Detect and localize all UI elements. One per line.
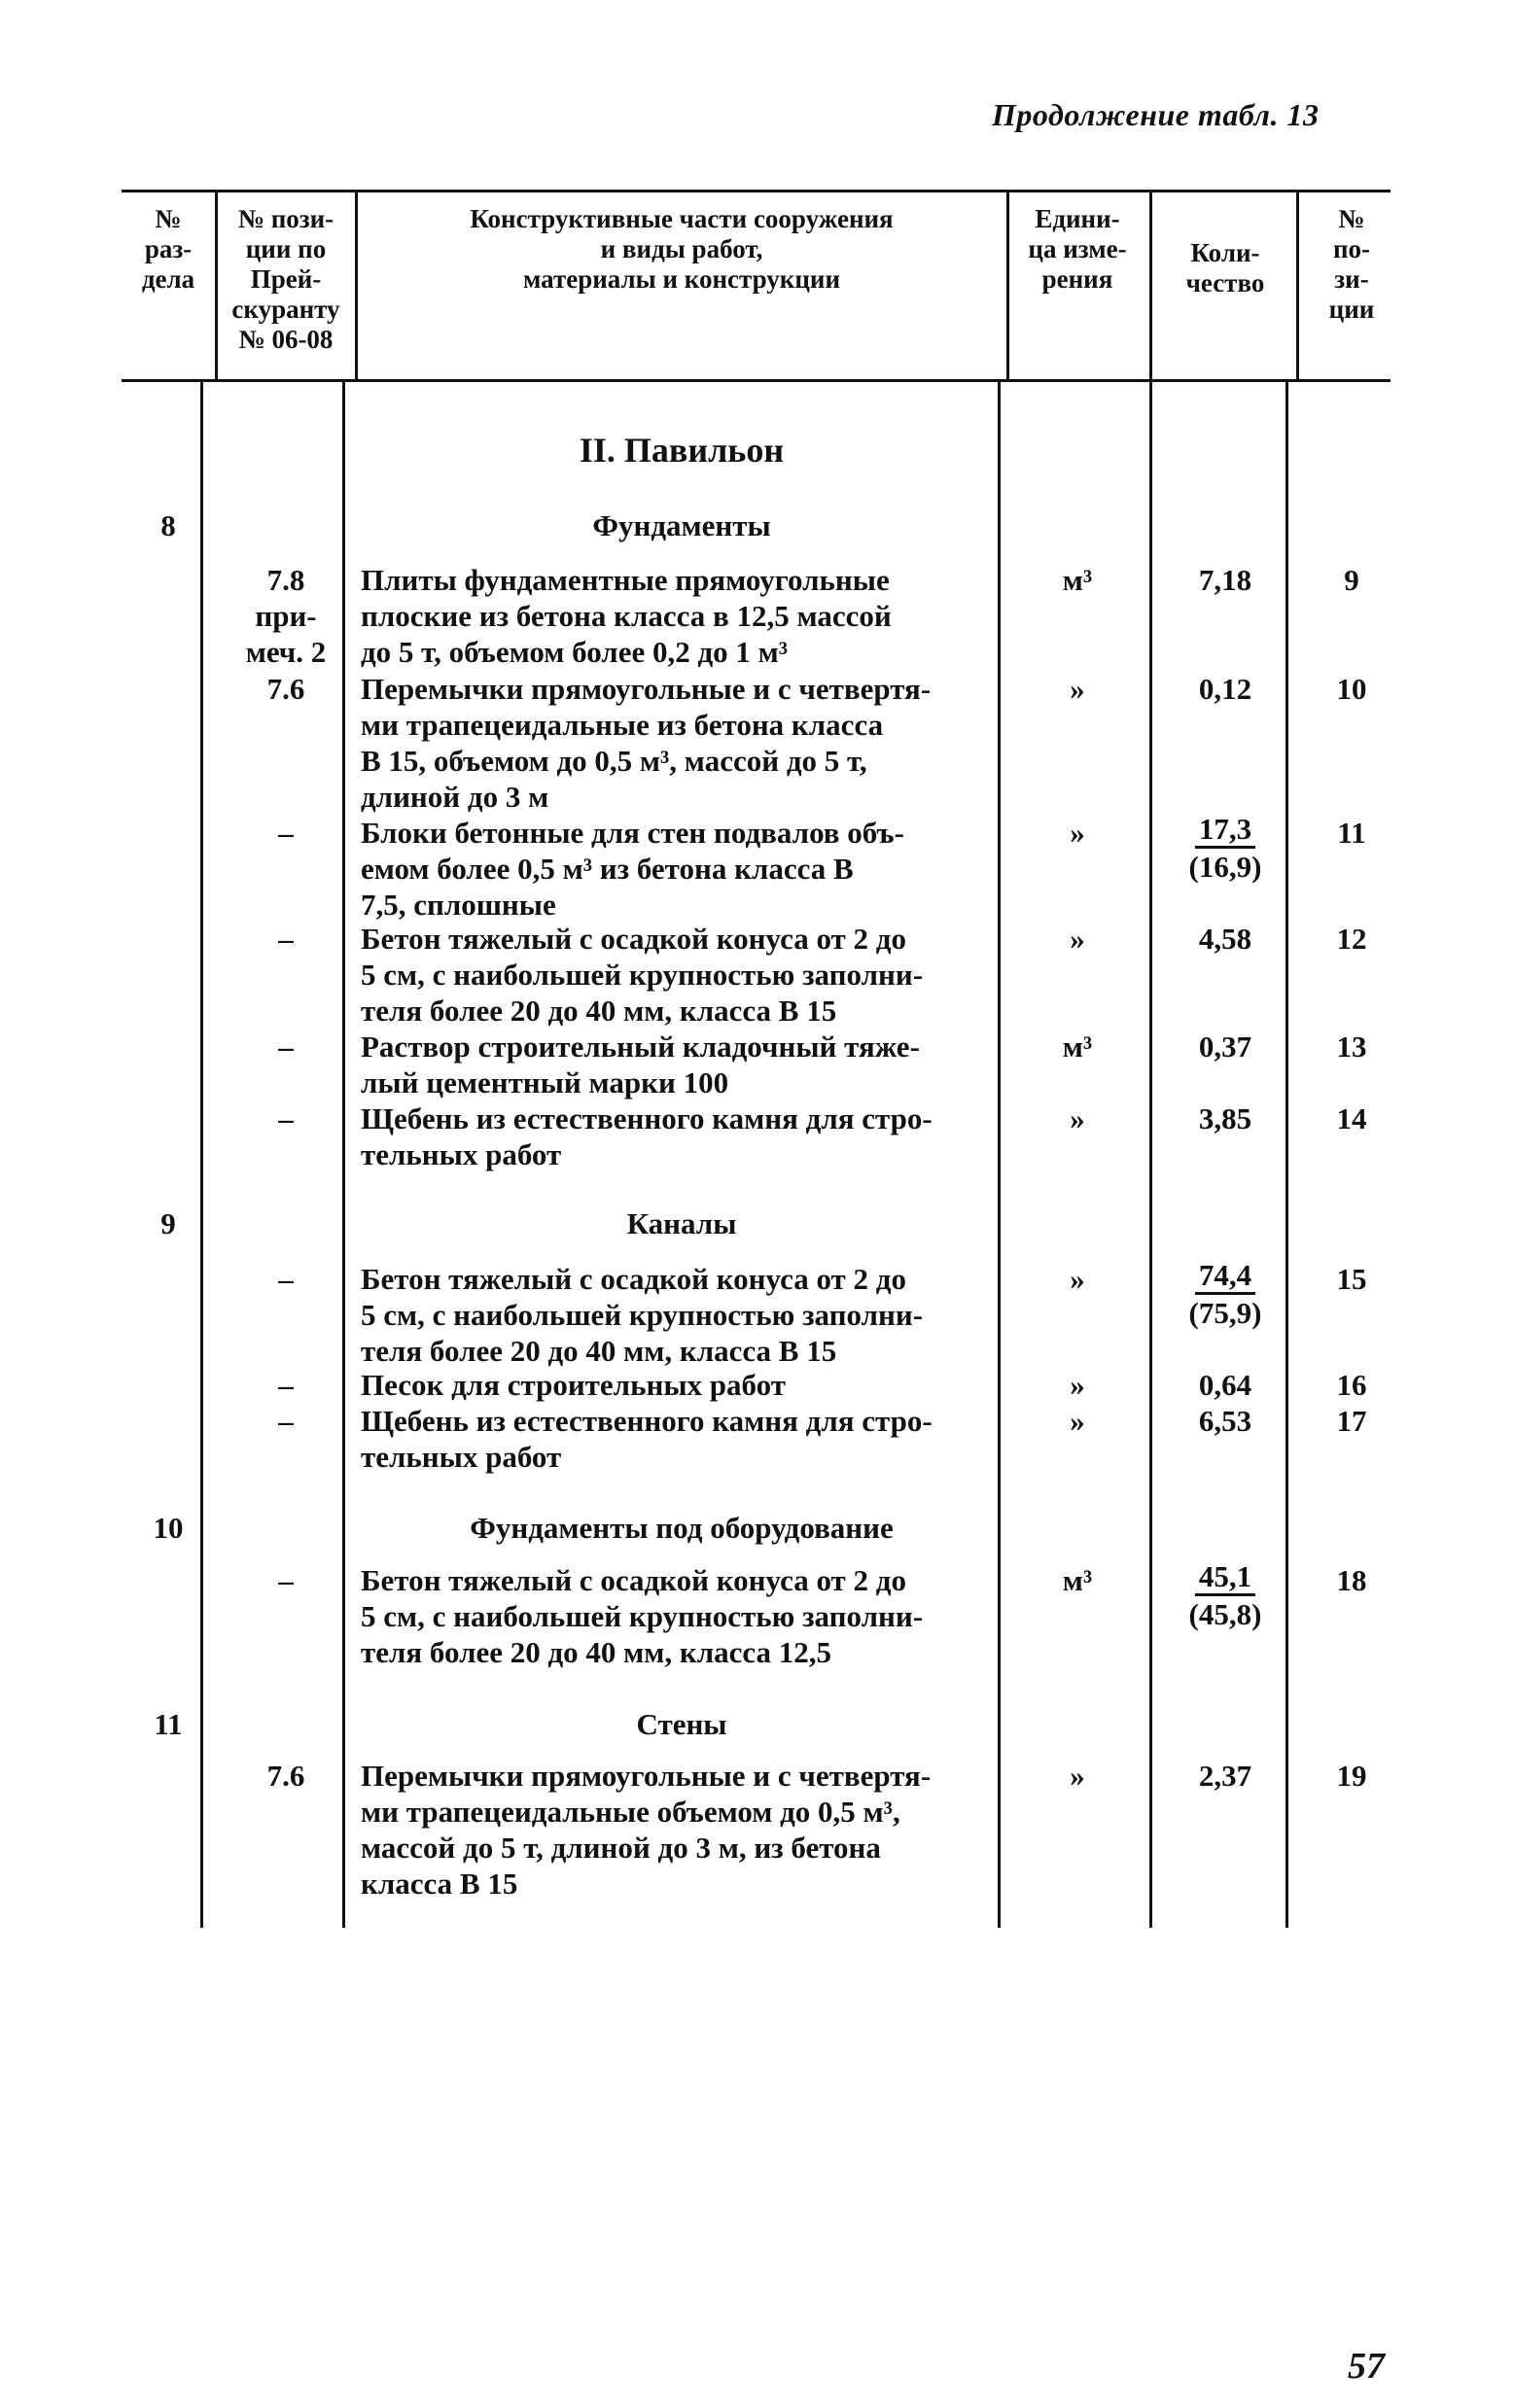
row-position-number: 19 bbox=[1336, 1759, 1367, 1793]
row-price-position: – bbox=[278, 1262, 294, 1296]
row-quantity-fraction bbox=[1152, 1257, 1298, 1332]
group-title: Стены bbox=[636, 1707, 727, 1741]
row-position-number: 17 bbox=[1336, 1404, 1367, 1438]
row-unit: » bbox=[1070, 1759, 1085, 1793]
row-position-number: 10 bbox=[1336, 672, 1367, 706]
row-price-position: – bbox=[278, 1563, 294, 1597]
row-quantity: 0,64 bbox=[1198, 1368, 1252, 1402]
row-price-position: 7.6 bbox=[266, 672, 305, 706]
row-description: Песок для строительных работ bbox=[361, 1368, 786, 1402]
group-number: 10 bbox=[153, 1511, 184, 1545]
row-quantity: 17,3 bbox=[1195, 813, 1255, 849]
header-price-position: № пози- ции по Прей- скуранту № 06-08 bbox=[231, 204, 340, 354]
row-position-number: 12 bbox=[1336, 922, 1367, 956]
row-position-number: 13 bbox=[1336, 1030, 1367, 1064]
body-divider-4 bbox=[1149, 382, 1152, 1928]
row-description: Бетон тяжелый с осадкой конуса от 2 до 5 см, с наибольшей крупностью заполни- теля более 20 до 40 мм, класса 12,5 bbox=[361, 1563, 924, 1669]
group-title: Фундаменты под оборудование bbox=[470, 1511, 894, 1545]
row-unit: м³ bbox=[1062, 1563, 1093, 1597]
row-price-position: – bbox=[278, 1404, 294, 1438]
group-number: 11 bbox=[154, 1707, 183, 1741]
row-description: Щебень из естественного камня для стро- тельных работ bbox=[361, 1404, 933, 1474]
row-quantity: 74,4 bbox=[1195, 1259, 1255, 1295]
row-quantity: 7,18 bbox=[1198, 563, 1252, 597]
row-description: Щебень из естественного камня для стро- тельных работ bbox=[361, 1101, 933, 1171]
row-unit: » bbox=[1070, 816, 1085, 850]
row-quantity: 45,1 bbox=[1195, 1560, 1255, 1596]
group-number: 8 bbox=[160, 508, 176, 542]
row-price-position: – bbox=[278, 1368, 294, 1402]
header-section-no: № раз- дела bbox=[141, 204, 195, 294]
header-description: Конструктивные части сооружения и виды работ, материалы и конструкции bbox=[470, 204, 894, 294]
row-unit: » bbox=[1070, 1404, 1085, 1438]
row-unit: » bbox=[1070, 672, 1085, 706]
row-description: Перемычки прямоугольные и с четвертя- ми трапецеидальные из бетона класса В 15, объемом до 0,5 м³, массой до 5 т, длиной до 3 м bbox=[361, 672, 932, 814]
row-quantity-alt: (45,8) bbox=[1188, 1597, 1262, 1631]
header-bottom-rule bbox=[122, 379, 1391, 382]
header-unit: Едини- ца изме- рения bbox=[1028, 204, 1127, 294]
row-quantity-alt: (16,9) bbox=[1188, 850, 1262, 884]
row-quantity: 0,12 bbox=[1198, 672, 1252, 706]
group-title: Фундаменты bbox=[592, 508, 771, 542]
page-number: 57 bbox=[1348, 2346, 1385, 2387]
row-position-number: 15 bbox=[1336, 1262, 1367, 1296]
row-description: Перемычки прямоугольные и с четвертя- ми трапецеидальные объемом до 0,5 м³, массой до 5 т, длиной до 3 м, из бетона класса В 15 bbox=[361, 1759, 932, 1901]
row-price-position: – bbox=[278, 1101, 294, 1135]
table-top-rule bbox=[122, 190, 1391, 192]
group-title: Каналы bbox=[626, 1206, 737, 1240]
row-position-number: 9 bbox=[1344, 563, 1359, 597]
row-description: Плиты фундаментные прямоугольные плоские из бетона класса в 12,5 массой до 5 т, объемом более 0,2 до 1 м³ bbox=[361, 563, 892, 669]
row-position-number: 18 bbox=[1336, 1563, 1367, 1597]
section-title: II. Павильон bbox=[579, 431, 785, 470]
row-price-position: – bbox=[278, 1030, 294, 1064]
row-price-position: 7.6 bbox=[266, 1759, 305, 1793]
row-quantity: 4,58 bbox=[1198, 922, 1252, 956]
row-quantity: 2,37 bbox=[1198, 1759, 1252, 1793]
row-position-number: 14 bbox=[1336, 1101, 1367, 1135]
row-quantity: 3,85 bbox=[1198, 1101, 1252, 1135]
continuation-label: Продолжение табл. 13 bbox=[992, 97, 1320, 132]
row-description: Бетон тяжелый с осадкой конуса от 2 до 5 см, с наибольшей крупностью заполни- теля более 20 до 40 мм, класса В 15 bbox=[361, 922, 924, 1028]
row-quantity-fraction bbox=[1152, 1558, 1298, 1633]
row-price-position: – bbox=[278, 922, 294, 956]
row-unit: м³ bbox=[1062, 563, 1093, 597]
row-description: Блоки бетонные для стен подвалов объ- емом более 0,5 м³ из бетона класса В 7,5, сплошные bbox=[361, 816, 904, 922]
row-unit: » bbox=[1070, 1368, 1085, 1402]
header-divider-2 bbox=[355, 190, 358, 382]
row-position-number: 11 bbox=[1337, 816, 1366, 850]
body-divider-5 bbox=[1285, 382, 1288, 1928]
row-price-position: 7.8 при- меч. 2 bbox=[245, 563, 327, 669]
header-quantity: Коли- чество bbox=[1185, 238, 1265, 297]
row-quantity-fraction bbox=[1152, 811, 1298, 886]
row-description: Бетон тяжелый с осадкой конуса от 2 до 5 см, с наибольшей крупностью заполни- теля более 20 до 40 мм, класса В 15 bbox=[361, 1262, 924, 1368]
row-quantity-alt: (75,9) bbox=[1188, 1296, 1262, 1330]
row-price-position: – bbox=[278, 816, 294, 850]
row-unit: » bbox=[1070, 1262, 1085, 1296]
header-position-no: № по- зи- ции bbox=[1328, 204, 1375, 324]
row-quantity: 6,53 bbox=[1198, 1404, 1252, 1438]
row-unit: » bbox=[1070, 1101, 1085, 1135]
row-description: Раствор строительный кладочный тяже- лый цементный марки 100 bbox=[361, 1030, 920, 1099]
body-divider-1 bbox=[200, 382, 203, 1928]
row-quantity: 0,37 bbox=[1198, 1030, 1252, 1064]
group-number: 9 bbox=[160, 1206, 176, 1240]
row-unit: м³ bbox=[1062, 1030, 1093, 1064]
row-unit: » bbox=[1070, 922, 1085, 956]
row-position-number: 16 bbox=[1336, 1368, 1367, 1402]
